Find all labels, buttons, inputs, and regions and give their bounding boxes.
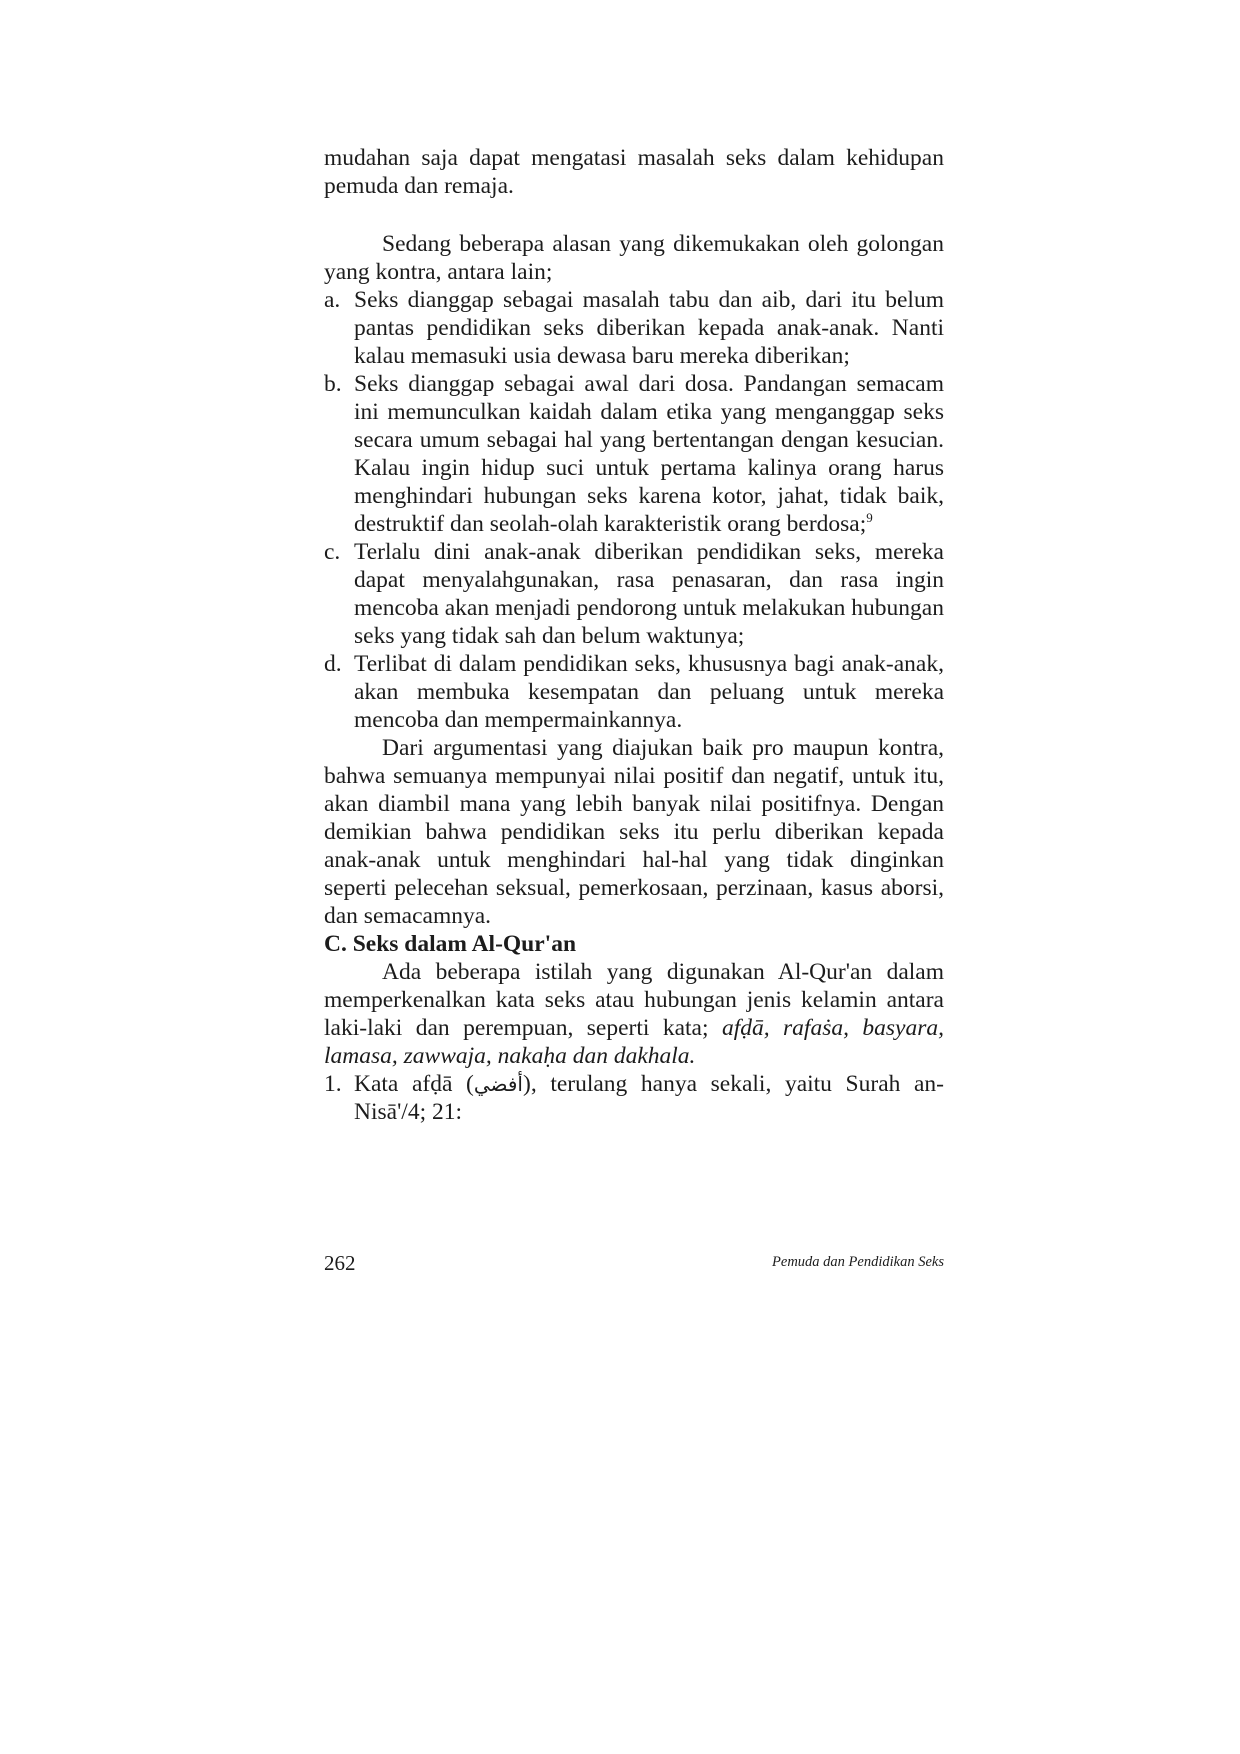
list-marker: a. <box>324 287 341 313</box>
section-heading: C. Seks dalam Al-Qur'an <box>324 931 577 957</box>
list-item-body <box>354 370 944 538</box>
list-marker: c. <box>324 539 341 565</box>
paragraph-intro: mudahan saja dapat mengatasi masalah seks dalam kehidupan pemuda dan remaja. <box>324 145 944 199</box>
paragraph-istilah <box>324 958 944 1070</box>
list-item-text: Seks dianggap sebagai masalah tabu dan aib, dari itu belum pantas pendidikan seks diberikan kepada anak-anak. Nanti kalau memasuki usia dewasa baru mereka diberikan; <box>354 287 944 369</box>
list-item-text: Terlalu dini anak-anak diberikan pendidikan seks, mereka dapat menyalahgunakan, rasa penasaran, dan rasa ingin mencoba akan menjadi pendorong untuk melakukan hubungan seks yang tidak sah dan belum waktunya; <box>354 539 944 649</box>
list-item <box>324 650 944 734</box>
list-item <box>324 286 944 370</box>
paragraph-istilah-text: Ada beberapa istilah yang digunakan Al-Qur'an dalam memperkenalkan kata seks atau hubungan jenis kelamin antara laki-laki dan perempuan, seperti kata; <box>324 959 944 1041</box>
list-marker: d. <box>324 651 342 677</box>
istilah-terms: afḍā, rafaṡa, basyara, lamasa, zawwaja, nakaḥa dan dakhala. <box>324 1015 944 1069</box>
list-marker: b. <box>324 371 342 397</box>
main-text <box>324 144 944 1126</box>
item-text-before: Kata afḍā ( <box>354 1071 474 1097</box>
item-text-after: ), terulang hanya sekali, yaitu Surah an-Nisā'/4; 21: <box>354 1071 944 1125</box>
paragraph-argumentasi: Dari argumentasi yang diajukan baik pro maupun kontra, bahwa semuanya mempunyai nilai positif dan negatif, untuk itu, akan diambil mana yang lebih banyak nilai positifnya. Dengan demikian bahwa pendidikan seks itu perlu diberikan kepada anak-anak untuk menghindari hal-hal yang tidak dinginkan seperti pelecehan seksual, pemerkosaan, perzinaan, kasus aborsi, dan semacamnya. <box>324 735 944 929</box>
list-kontra <box>324 286 944 734</box>
running-footer-title: Pemuda dan Pendidikan Seks <box>772 1254 944 1270</box>
numbered-item <box>324 1070 944 1126</box>
paragraph-kontra: Sedang beberapa alasan yang dikemukakan oleh golongan yang kontra, antara lain; <box>324 231 944 285</box>
list-item <box>324 538 944 650</box>
page-number: 262 <box>324 1251 356 1275</box>
list-item-text: Seks dianggap sebagai awal dari dosa. Pandangan semacam ini memunculkan kaidah dalam etika yang menganggap seks secara umum sebagai hal yang bertentangan dengan kesucian. Kalau ingin hidup suci untuk pertama kalinya orang harus menghindari hubungan seks karena kotor, jahat, tidak baik, destruktif dan seolah-olah karakteristik orang berdosa; <box>354 371 944 537</box>
numbered-item-body <box>354 1070 944 1126</box>
list-item-text: Terlibat di dalam pendidikan seks, khususnya bagi anak-anak, akan membuka kesempatan dan peluang untuk mereka mencoba dan mempermainkannya. <box>354 651 944 733</box>
footnote-marker: 9 <box>866 510 873 526</box>
numbered-marker: 1. <box>324 1071 342 1097</box>
list-item <box>324 370 944 538</box>
arabic-word: أفضي <box>473 1072 523 1096</box>
